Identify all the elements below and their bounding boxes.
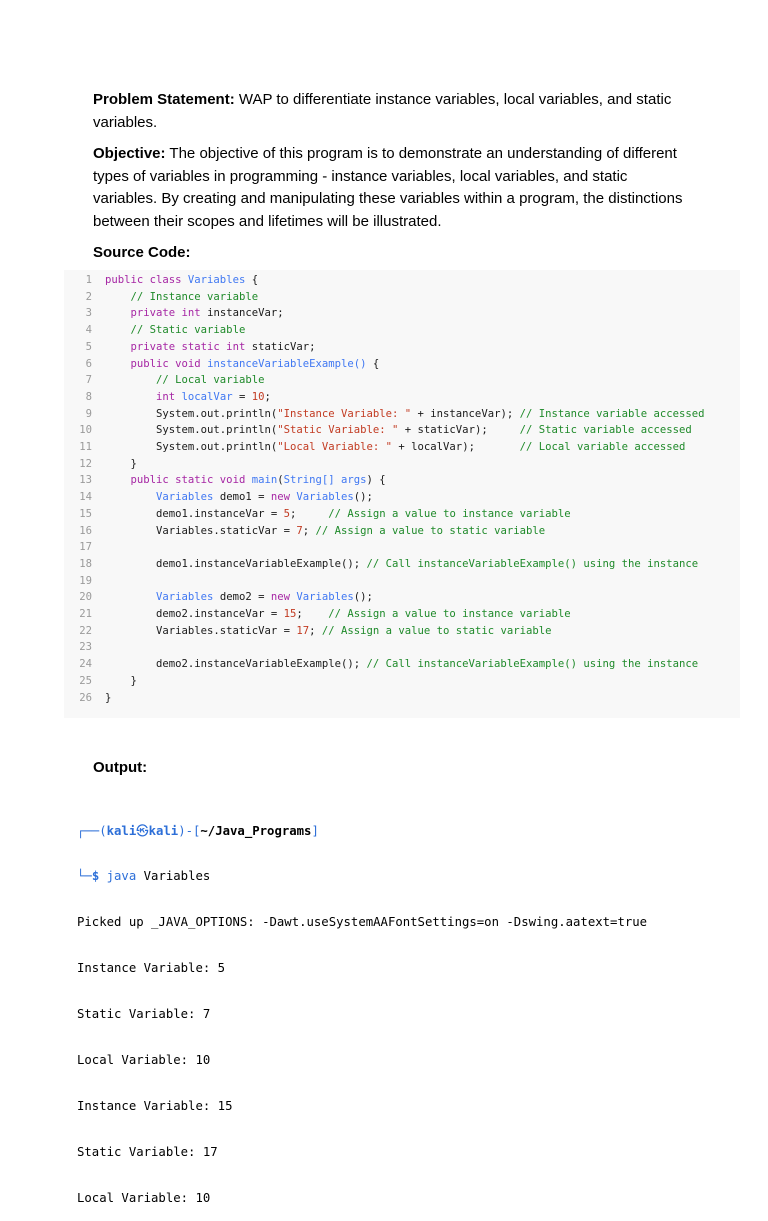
code-token: System.out.println( xyxy=(105,424,278,437)
code-token: Variables xyxy=(296,491,354,504)
code-token: new xyxy=(270,491,297,504)
terminal-output-line: Static Variable: 17 xyxy=(77,1144,218,1159)
code-token: Variables xyxy=(156,591,214,604)
code-token: int xyxy=(156,390,182,403)
code-token: } xyxy=(105,674,137,687)
terminal-prompt-line: ┌──(kali㉿kali)-[~/Java_Programs] xyxy=(77,823,319,838)
code-token: instanceVariableExample() xyxy=(207,357,367,370)
code-token: 7 xyxy=(296,524,303,537)
code-token: demo1.instanceVariableExample(); xyxy=(105,557,367,570)
code-line xyxy=(64,523,740,540)
code-token: public class xyxy=(105,274,188,286)
code-token: } xyxy=(105,457,137,470)
code-token xyxy=(105,358,131,370)
line-number: 10 xyxy=(79,424,92,437)
code-token xyxy=(105,324,131,336)
line-number: 12 xyxy=(79,457,92,470)
code-token: ) { xyxy=(366,474,386,487)
code-line xyxy=(64,472,740,489)
code-token: localVar xyxy=(181,390,233,403)
terminal-output-line: Static Variable: 7 xyxy=(77,1007,211,1022)
code-token: new xyxy=(270,591,297,604)
code-token: demo1.instanceVar = xyxy=(105,507,284,520)
code-token: = xyxy=(232,390,252,403)
code-token: (); xyxy=(353,491,373,504)
line-number: 25 xyxy=(79,674,92,687)
code-line xyxy=(64,606,740,623)
code-line xyxy=(64,406,740,423)
code-line xyxy=(64,356,740,373)
kali-skull-icon: ㉿ xyxy=(136,823,149,838)
code-token: demo2 = xyxy=(213,591,271,604)
line-number: 15 xyxy=(79,507,92,520)
prompt-user: kali xyxy=(106,823,137,838)
code-token: Variables.staticVar = xyxy=(105,624,297,637)
code-token: { xyxy=(366,357,380,370)
command-keyword: java xyxy=(106,869,137,884)
code-line xyxy=(64,506,740,523)
code-block xyxy=(64,270,740,718)
code-token: staticVar; xyxy=(251,340,316,353)
code-token: 5 xyxy=(283,507,290,520)
code-token: (); xyxy=(353,591,373,604)
terminal-output-line: Picked up _JAVA_OPTIONS: -Dawt.useSystemAAFontSettings=on -Dswing.aatext=true xyxy=(77,915,648,930)
line-number: 14 xyxy=(79,491,92,504)
line-number: 11 xyxy=(79,441,92,453)
code-token xyxy=(105,474,131,486)
code-token xyxy=(105,374,156,386)
code-token: // Assign a value to static variable xyxy=(315,524,546,537)
code-token: public static void xyxy=(130,474,252,487)
code-line xyxy=(64,623,740,640)
terminal-output-line: Local Variable: 10 xyxy=(77,1053,211,1068)
code-token: // Call instanceVariableExample() using the instance xyxy=(366,658,699,671)
code-token: private static int xyxy=(130,340,252,353)
code-line xyxy=(64,690,740,707)
line-number: 8 xyxy=(85,390,92,403)
code-token: // Local variable xyxy=(156,374,265,387)
line-number: 17 xyxy=(79,541,92,554)
problem-text: WAP to differentiate instance variables, local variables, and static variables. xyxy=(93,91,672,131)
code-token: ; xyxy=(264,390,271,403)
code-token: + staticVar); xyxy=(398,424,520,437)
line-number: 18 xyxy=(79,557,92,570)
code-token: // Instance variable xyxy=(130,290,259,303)
code-token: 17 xyxy=(296,624,310,637)
code-line xyxy=(64,422,740,439)
code-token: // Instance variable accessed xyxy=(519,407,705,420)
code-token xyxy=(105,307,131,319)
line-number: 16 xyxy=(79,524,92,537)
code-token: // Local variable accessed xyxy=(519,441,686,453)
code-token xyxy=(105,291,131,303)
code-token: // Assign a value to instance variable xyxy=(328,507,571,520)
line-number: 5 xyxy=(85,340,92,353)
code-token xyxy=(105,591,156,603)
code-token: "Instance Variable: " xyxy=(277,407,412,420)
line-number: 6 xyxy=(85,357,92,370)
code-token: demo2.instanceVar = xyxy=(105,608,284,620)
code-token: main xyxy=(251,474,278,487)
code-line xyxy=(64,439,740,456)
line-number: 13 xyxy=(79,474,92,487)
output-heading xyxy=(93,757,693,780)
code-token: ; xyxy=(309,624,322,637)
code-token: ( xyxy=(277,474,284,487)
line-number: 19 xyxy=(79,574,92,587)
code-line xyxy=(64,539,740,556)
code-token: ; xyxy=(289,507,329,520)
code-line xyxy=(64,456,740,473)
code-token: System.out.println( xyxy=(105,441,278,453)
line-number: 20 xyxy=(79,591,92,604)
code-token: 10 xyxy=(251,390,265,403)
terminal-command-line: └─$ java Variables xyxy=(77,869,211,884)
objective-text: The objective of this program is to demonstrate an understanding of different types of variables in programming - instance variables, local variables, and static variables. By creating and manipulating these variables within a program, the distinctions between their scopes and lifetimes will be illustrated. xyxy=(93,145,683,230)
code-token: "Static Variable: " xyxy=(277,424,399,437)
objective-label: Objective: xyxy=(93,145,166,162)
code-line xyxy=(64,639,740,656)
terminal-output-line: Instance Variable: 15 xyxy=(77,1098,233,1113)
code-line xyxy=(64,589,740,606)
code-token xyxy=(105,341,131,353)
code-line xyxy=(64,272,740,289)
code-line xyxy=(64,656,740,673)
code-token: public void xyxy=(130,357,208,370)
line-number: 2 xyxy=(85,290,92,303)
code-token: instanceVar; xyxy=(207,307,284,320)
code-token: + instanceVar); xyxy=(411,407,520,420)
line-number: 23 xyxy=(79,641,92,654)
line-number: 4 xyxy=(85,324,92,337)
line-number: 1 xyxy=(85,274,92,286)
code-token: Variables xyxy=(187,274,246,286)
code-token: ; xyxy=(302,524,316,537)
line-number: 3 xyxy=(85,307,92,320)
code-token: // Static variable accessed xyxy=(519,424,692,437)
code-token: "Local Variable: " xyxy=(277,441,393,453)
line-number: 24 xyxy=(79,658,92,671)
code-line xyxy=(64,489,740,506)
code-line xyxy=(64,556,740,573)
terminal-output xyxy=(77,793,647,1221)
code-line xyxy=(64,372,740,389)
code-line xyxy=(64,673,740,690)
code-token: Variables xyxy=(156,491,214,504)
code-token: private int xyxy=(130,307,208,320)
code-token: // Call instanceVariableExample() using the instance xyxy=(366,557,699,570)
code-token: System.out.println( xyxy=(105,407,278,420)
output-heading-text: Output: xyxy=(93,759,148,776)
line-number: 7 xyxy=(85,374,92,387)
code-token: demo1 = xyxy=(213,491,271,504)
code-line xyxy=(64,573,740,590)
code-token: } xyxy=(105,691,112,704)
code-token: String[] args xyxy=(283,474,367,487)
line-number: 26 xyxy=(79,691,92,704)
terminal-output-line: Instance Variable: 5 xyxy=(77,961,226,976)
prompt-host: kali xyxy=(148,823,179,838)
code-token: // Static variable xyxy=(130,324,246,337)
line-number: 22 xyxy=(79,624,92,637)
source-code-heading xyxy=(93,242,693,265)
code-line xyxy=(64,322,740,339)
code-token: demo2.instanceVariableExample(); xyxy=(105,658,367,671)
problem-label: Problem Statement: xyxy=(93,91,235,108)
code-token xyxy=(105,491,156,503)
terminal-output-line: Local Variable: 10 xyxy=(77,1190,211,1205)
code-token: { xyxy=(245,274,259,286)
line-number: 9 xyxy=(85,407,92,420)
code-token: + localVar); xyxy=(392,441,520,453)
code-token: ; xyxy=(296,608,329,620)
code-token: Variables xyxy=(296,591,354,604)
prompt-dir: ~/Java_Programs xyxy=(200,823,312,838)
code-line xyxy=(64,305,740,322)
code-token: Variables.staticVar = xyxy=(105,524,297,537)
code-token xyxy=(105,391,156,403)
command-arg: Variables xyxy=(143,869,211,884)
code-token: // Assign a value to instance variable xyxy=(328,608,571,620)
code-line xyxy=(64,389,740,406)
code-token: 15 xyxy=(283,608,297,620)
source-code-heading-text: Source Code: xyxy=(93,244,191,261)
code-line xyxy=(64,289,740,306)
code-line xyxy=(64,339,740,356)
line-number: 21 xyxy=(79,608,92,620)
problem-statement xyxy=(93,89,693,134)
objective xyxy=(93,143,693,233)
code-token: // Assign a value to static variable xyxy=(321,624,552,637)
